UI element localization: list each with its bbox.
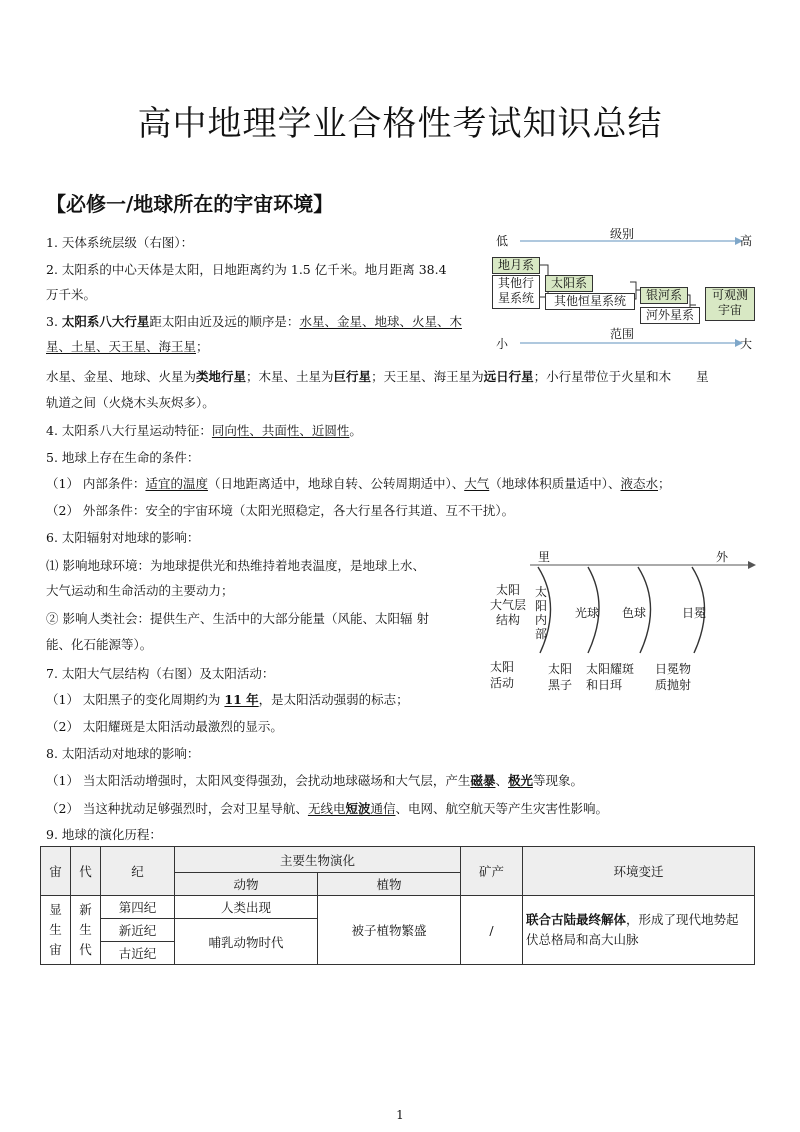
earth-moon-system: 地月系	[492, 257, 540, 274]
sun-outer-label: 外	[716, 550, 729, 564]
item-6: 6. 太阳辐射对地球的影响：	[46, 530, 200, 545]
item-2-line-2: 万千米。	[46, 287, 97, 302]
item-6-2-line-2: 能、化石能源等）。	[46, 637, 153, 652]
environment-cell: 联合古陆最终解体，形成了现代地势起伏总格局和高大山脉	[523, 896, 755, 965]
col-era: 代	[71, 847, 101, 896]
other-planet-systems: 其他行 星系统	[492, 275, 540, 309]
col-animal: 动物	[175, 873, 318, 896]
page-number: 1	[396, 1108, 404, 1122]
col-bio-evolution: 主要生物演化	[175, 847, 461, 873]
item-3-line-3: 水星、金星、地球、火星为类地行星；木星、土星为巨行星；天王星、海王星为远日行星；小行星带位于火星和木 星	[46, 369, 709, 384]
sunspot-label: 太阳 黑子	[548, 662, 573, 692]
item-5-external: （2） 外部条件：安全的宇宙环境（太阳光照稳定，各大行星各行其道、互不干扰）。	[46, 503, 515, 518]
plant-angiosperm: 被子植物繁盛	[318, 896, 461, 965]
sun-inner-label: 里	[538, 550, 551, 564]
sun-structure-label: 太阳 大气层 结构	[489, 583, 526, 627]
mineral-cell: /	[461, 896, 523, 965]
hierarchy-range-label: 范围	[610, 327, 635, 341]
col-environment: 环境变迁	[523, 847, 755, 896]
item-3-line-4: 轨道之间（火烧木头灰烬多）。	[46, 395, 215, 410]
item-6-1-line-2: 大气运动和生命活动的主要动力；	[46, 583, 234, 598]
item-6-2-line-1: ② 影响人类社会：提供生产、生活中的大部分能量（风能、太阳辐 射	[46, 611, 429, 626]
hierarchy-big: 大	[740, 337, 753, 351]
other-star-systems: 其他恒星系统	[545, 293, 635, 310]
hierarchy-level-label: 级别	[610, 227, 635, 241]
chromosphere: 色球	[622, 606, 647, 620]
planet-order: 水星、金星、地球、火星、木	[299, 314, 462, 329]
animal-mammals: 哺乳动物时代	[175, 919, 318, 965]
item-3-line-2: 星、土星、天王星、海王星；	[46, 339, 209, 354]
page-title: 高中地理学业合格性考试知识总结	[137, 104, 663, 144]
flare-label: 太阳耀斑 和日珥	[586, 662, 635, 692]
col-eon: 宙	[41, 847, 71, 896]
item-8-1: （1） 当太阳活动增强时，太阳风变得强劲，会扰动地球磁场和大气层，产生磁暴、极光等现象。	[46, 773, 583, 788]
col-mineral: 矿产	[461, 847, 523, 896]
period-neogene: 新近纪	[101, 919, 175, 942]
hierarchy-high: 高	[740, 234, 753, 248]
item-6-1-line-1: ⑴ 影响地球环境：为地球提供光和热维持着地表温度，是地球上水、	[46, 558, 425, 573]
photosphere: 光球	[575, 606, 600, 620]
item-9: 9. 地球的演化历程：	[46, 827, 162, 842]
planets-heading: 太阳系八大行星	[61, 314, 150, 329]
item-8: 8. 太阳活动对地球的影响：	[46, 746, 200, 761]
solar-system: 太阳系	[545, 275, 593, 292]
sun-activity-label: 太阳 活动	[490, 660, 515, 690]
item-4: 4. 太阳系八大行星运动特征：同向性、共面性、近圆性。	[46, 423, 362, 438]
section-title: 【必修一/地球所在的宇宙环境】	[46, 192, 334, 216]
animal-humans: 人类出现	[175, 896, 318, 919]
cme-label: 日冕物 质抛射	[655, 662, 692, 692]
period-quaternary: 第四纪	[101, 896, 175, 919]
earth-evolution-table	[40, 846, 755, 965]
hierarchy-low: 低	[496, 234, 509, 248]
item-7-1: （1） 太阳黑子的变化周期约为 11 年，是太阳活动强弱的标志；	[46, 692, 409, 707]
extragalactic-systems: 河外星系	[640, 307, 700, 324]
item-3-line-1: 3. 太阳系八大行星距太阳由近及远的顺序是：水星、金星、地球、火星、木	[46, 314, 462, 329]
observable-universe: 可观测 宇宙	[705, 287, 755, 321]
item-5: 5. 地球上存在生命的条件：	[46, 450, 200, 465]
sun-interior: 太 阳 内 部	[534, 585, 547, 641]
milky-way: 银河系	[640, 287, 688, 304]
eon-cell: 显 生 宙	[41, 896, 71, 965]
col-plant: 植物	[318, 873, 461, 896]
item-7-2: （2） 太阳耀斑是太阳活动最激烈的显示。	[46, 719, 283, 734]
item-2-line-1: 2. 太阳系的中心天体是太阳，日地距离约为 1.5 亿千米。地月距离 38.4	[46, 262, 447, 277]
corona: 日冕	[682, 606, 707, 620]
col-period: 纪	[101, 847, 175, 896]
item-1: 1. 天体系统层级（右图）：	[46, 235, 194, 250]
hierarchy-small: 小	[496, 337, 509, 351]
item-5-internal: （1） 内部条件：适宜的温度（日地距离适中，地球自转、公转周期适中）、大气（地球体积质量适中）、液态水；	[46, 476, 671, 491]
item-7: 7. 太阳大气层结构（右图）及太阳活动：	[46, 666, 275, 681]
era-cell: 新 生 代	[71, 896, 101, 965]
item-8-2: （2） 当这种扰动足够强烈时，会对卫星导航、无线电短波通信、电网、航空航天等产生灾害性影响。	[46, 801, 608, 816]
period-paleogene: 古近纪	[101, 942, 175, 965]
